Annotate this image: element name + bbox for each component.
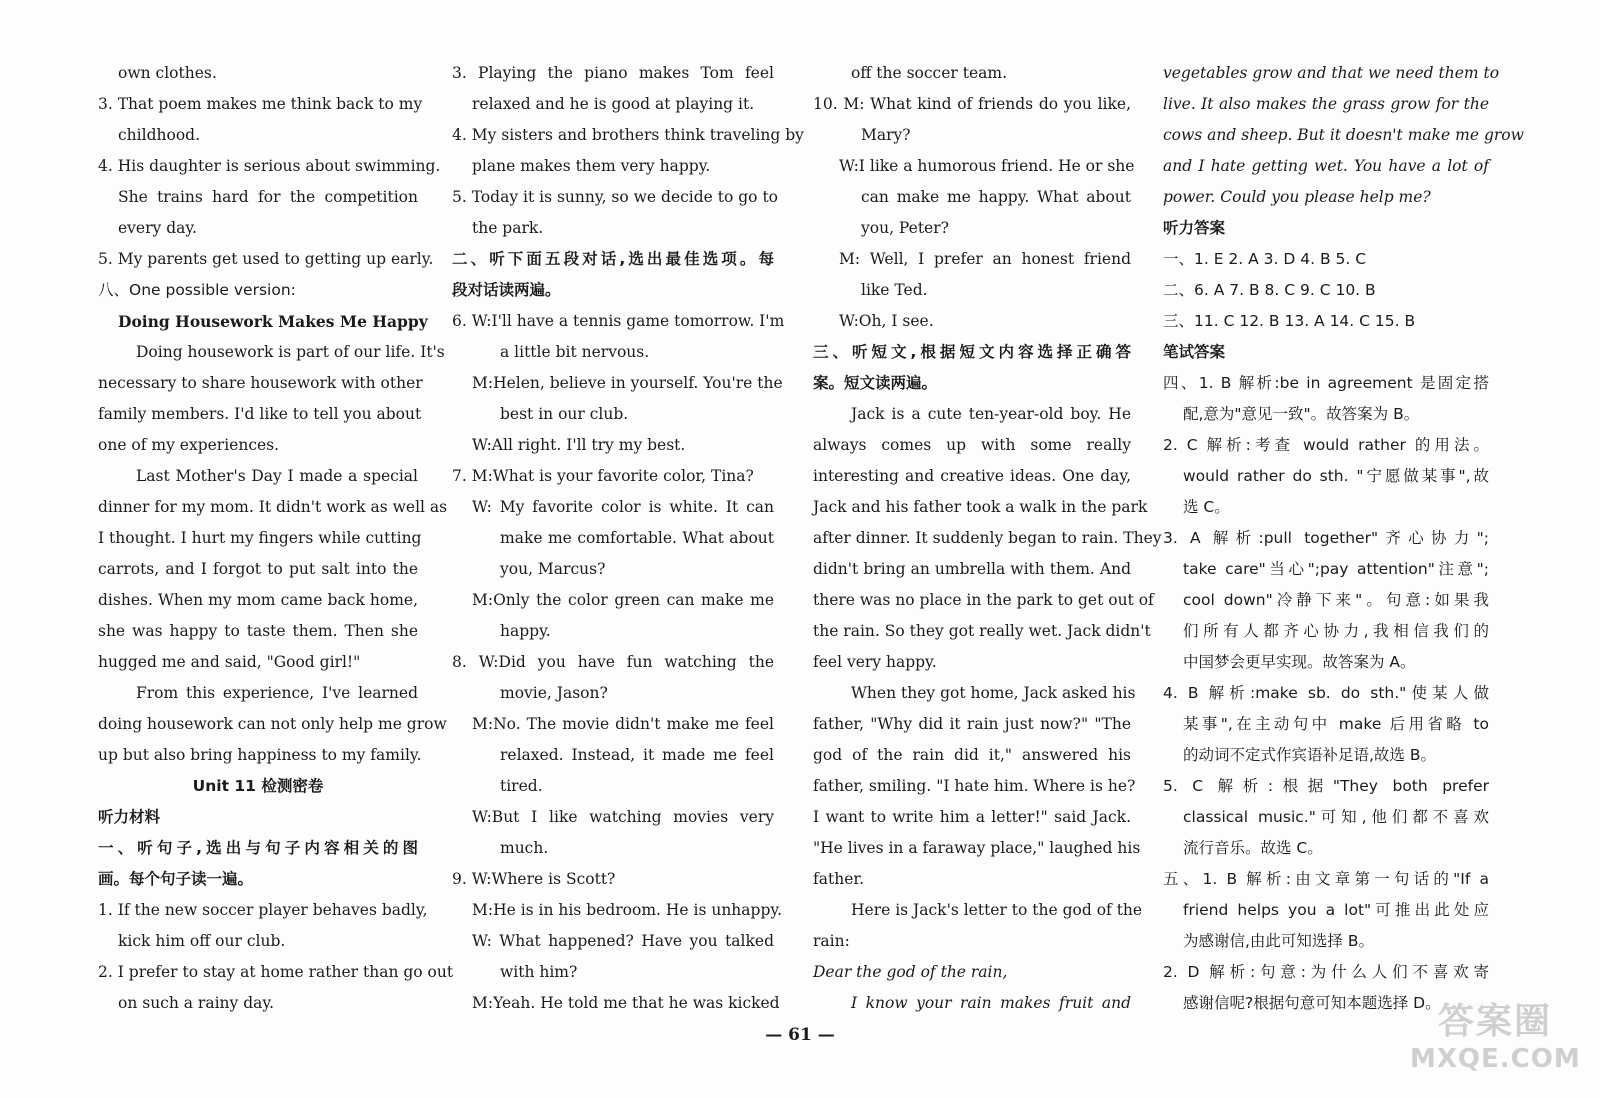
text-line: a little bit nervous. [500, 343, 650, 361]
text-line: movie, Jason? [500, 684, 608, 702]
text-line: make me comfortable. What about [500, 529, 774, 547]
text-line: there was no place in the park to get out of [813, 591, 1154, 609]
column-3 [813, 58, 1162, 1019]
text-line: 笔试答案 [1163, 343, 1226, 361]
text-line: W:Oh, I see. [839, 312, 934, 330]
text-line: 四、1. B 解析:be in agreement 是固定搭 [1163, 374, 1489, 392]
text-line: tired. [500, 777, 543, 795]
text-line: 4. B 解析:make sb. do sth."使某人做 [1163, 684, 1489, 702]
text-line: happy. [500, 622, 551, 640]
text-line: W:But I like watching movies very [472, 808, 774, 826]
text-line: god of the rain did it," answered his [813, 746, 1131, 764]
text-line: 们所有人都齐心协力,我相信我们的 [1183, 622, 1489, 640]
text-line: W: My favorite color is white. It can [472, 498, 774, 516]
text-line: every day. [118, 219, 197, 237]
text-line: I want to write him a letter!" said Jack. [813, 808, 1131, 826]
text-line: 10. M: What kind of friends do you like, [813, 95, 1131, 113]
text-line: 3. Playing the piano makes Tom feel [452, 64, 774, 82]
text-line: hugged me and said, "Good girl!" [98, 653, 361, 671]
text-line: cows and sheep. But it doesn't make me grow [1163, 126, 1524, 144]
text-line: plane makes them very happy. [472, 157, 711, 175]
text-line: dinner for my mom. It didn't work as well as [98, 498, 448, 516]
text-line: 三、听短文,根据短文内容选择正确答 [813, 343, 1131, 361]
text-line: 画。每个句子读一遍。 [98, 870, 254, 888]
text-line: She trains hard for the competition [118, 188, 418, 206]
text-line: Last Mother's Day I made a special [136, 467, 418, 485]
text-line: 流行音乐。故选 C。 [1183, 839, 1323, 857]
text-line: father. [813, 870, 864, 888]
text-line: 一、听句子,选出与句子内容相关的图 [98, 839, 418, 857]
text-line: own clothes. [118, 64, 217, 82]
text-line: 4. My sisters and brothers think traveling by [452, 126, 804, 144]
text-line: I thought. I hurt my fingers while cutting [98, 529, 422, 547]
text-line: you, Peter? [861, 219, 949, 237]
text-line: 中国梦会更早实现。故答案为 A。 [1183, 653, 1416, 671]
text-line: "He lives in a faraway place," laughed his [813, 839, 1141, 857]
text-line: Jack is a cute ten-year-old boy. He [851, 405, 1131, 423]
text-line: 7. M:What is your favorite color, Tina? [452, 467, 754, 485]
text-line: with him? [500, 963, 578, 981]
text-line: take care"当心";pay attention"注意"; [1183, 560, 1489, 578]
text-line: 5. C 解析:根据"They both prefer [1163, 777, 1489, 795]
text-line: power. Could you please help me? [1163, 188, 1431, 206]
text-line: From this experience, I've learned [136, 684, 418, 702]
text-line: 1. If the new soccer player behaves badly, [98, 901, 428, 919]
text-line: 2. C 解析:考查 would rather 的用法。 [1163, 436, 1489, 454]
text-line: Jack and his father took a walk in the park [813, 498, 1148, 516]
text-line: doing housework can not only help me grow [98, 715, 447, 733]
text-line: 二、6. A 7. B 8. C 9. C 10. B [1163, 281, 1376, 299]
text-line: childhood. [118, 126, 200, 144]
text-line: I know your rain makes fruit and [851, 994, 1131, 1012]
text-line: like Ted. [861, 281, 928, 299]
text-line: 二、听下面五段对话,选出最佳选项。每 [452, 250, 774, 268]
text-line: can make me happy. What about [861, 188, 1131, 206]
watermark-url: MXQE.COM [1410, 1044, 1581, 1074]
text-line: kick him off our club. [118, 932, 286, 950]
text-line: 听力材料 [98, 808, 161, 826]
text-line: the park. [472, 219, 544, 237]
text-line: friend helps you a lot"可推出此处应 [1183, 901, 1489, 919]
text-line: Doing housework is part of our life. It's [136, 343, 445, 361]
text-line: cool down"冷静下来"。句意:如果我 [1183, 591, 1489, 609]
text-line: relaxed. Instead, it made me feel [500, 746, 774, 764]
text-line: Unit 11 检测密卷 [192, 777, 324, 795]
text-line: W: What happened? Have you talked [472, 932, 774, 950]
text-line: 一、1. E 2. A 3. D 4. B 5. C [1163, 250, 1367, 268]
text-line: the rain. So they got really wet. Jack didn't [813, 622, 1151, 640]
text-line: 4. His daughter is serious about swimming. [98, 157, 441, 175]
text-line: necessary to share housework with other [98, 374, 423, 392]
text-line: she was happy to taste them. Then she [98, 622, 418, 640]
text-line: 三、11. C 12. B 13. A 14. C 15. B [1163, 312, 1416, 330]
text-line: 某事",在主动句中 make 后用省略 to [1183, 715, 1489, 733]
text-line: classical music."可知,他们都不喜欢 [1183, 808, 1489, 826]
text-line: feel very happy. [813, 653, 937, 671]
text-line: M:He is in his bedroom. He is unhappy. [472, 901, 782, 919]
text-line: 段对话读两遍。 [452, 281, 561, 299]
text-line: always comes up with some really [813, 436, 1131, 454]
column-2 [452, 58, 804, 1019]
column-1 [98, 58, 454, 1019]
text-line: family members. I'd like to tell you about [98, 405, 422, 423]
text-line: Dear the god of the rain, [813, 963, 1008, 981]
text-line: M:Yeah. He told me that he was kicked [472, 994, 780, 1012]
text-line: 3. A 解析:pull together"齐心协力"; [1163, 529, 1489, 547]
text-line: 八、One possible version: [98, 281, 296, 299]
text-line: carrots, and I forgot to put salt into the [98, 560, 418, 578]
text-line: M:No. The movie didn't make me feel [472, 715, 774, 733]
text-line: after dinner. It suddenly began to rain. They [813, 529, 1162, 547]
text-line: Mary? [861, 126, 911, 144]
text-line: 为感谢信,由此可知选择 B。 [1183, 932, 1374, 950]
text-line: on such a rainy day. [118, 994, 274, 1012]
text-line: 8. W:Did you have fun watching the [452, 653, 774, 671]
text-line: 5. Today it is sunny, so we decide to go to [452, 188, 778, 206]
text-line: father, "Why did it rain just now?" "The [813, 715, 1131, 733]
text-line: 感谢信呢?根据句意可知本题选择 D。 [1183, 994, 1441, 1012]
text-line: When they got home, Jack asked his [851, 684, 1136, 702]
text-line: off the soccer team. [851, 64, 1008, 82]
text-line: M:Helen, believe in yourself. You're the [472, 374, 783, 392]
column-4 [1163, 58, 1524, 1019]
text-line: W:I like a humorous friend. He or she [839, 157, 1135, 175]
text-line: much. [500, 839, 549, 857]
text-line: rain: [813, 932, 850, 950]
text-line: 案。短文读两遍。 [813, 374, 938, 392]
text-line: 9. W:Where is Scott? [452, 870, 616, 888]
text-line: live. It also makes the grass grow for the [1163, 95, 1489, 113]
text-line: M:Only the color green can make me [472, 591, 774, 609]
text-line: 2. D 解析:句意:为什么人们不喜欢寄 [1163, 963, 1489, 981]
text-line: 2. I prefer to stay at home rather than go out [98, 963, 454, 981]
text-line: Here is Jack's letter to the god of the [851, 901, 1143, 919]
text-line: one of my experiences. [98, 436, 280, 454]
text-line: didn't bring an umbrella with them. And [813, 560, 1131, 578]
text-line: would rather do sth. "宁愿做某事",故 [1183, 467, 1489, 485]
text-line: 配,意为"意见一致"。故答案为 B。 [1183, 405, 1420, 423]
text-line: vegetables grow and that we need them to [1163, 64, 1500, 82]
text-line: you, Marcus? [500, 560, 606, 578]
text-line: father, smiling. "I hate him. Where is he? [813, 777, 1136, 795]
watermark-text: 答案圈 [1437, 1001, 1552, 1042]
text-line: 选 C。 [1183, 498, 1230, 516]
text-line: 3. That poem makes me think back to my [98, 95, 423, 113]
text-line: relaxed and he is good at playing it. [472, 95, 755, 113]
text-line: interesting and creative ideas. One day, [813, 467, 1131, 485]
text-line: and I hate getting wet. You have a lot of [1163, 157, 1489, 175]
page-number: — 61 — [765, 1025, 835, 1045]
text-line: 五、1. B 解析:由文章第一句话的"If a [1163, 870, 1489, 888]
text-line: Doing Housework Makes Me Happy [118, 312, 428, 331]
text-line: 6. W:I'll have a tennis game tomorrow. I'm [452, 312, 785, 330]
text-line: up but also bring happiness to my family. [98, 746, 422, 764]
text-line: W:All right. I'll try my best. [472, 436, 686, 454]
text-line: 5. My parents get used to getting up early. [98, 250, 434, 268]
text-line: dishes. When my mom came back home, [98, 591, 418, 609]
text-line: 听力答案 [1163, 219, 1226, 237]
watermark-logo [1410, 1000, 1580, 1080]
text-line: best in our club. [500, 405, 629, 423]
text-line: M: Well, I prefer an honest friend [839, 250, 1131, 268]
text-line: 的动词不定式作宾语补足语,故选 B。 [1183, 746, 1436, 764]
